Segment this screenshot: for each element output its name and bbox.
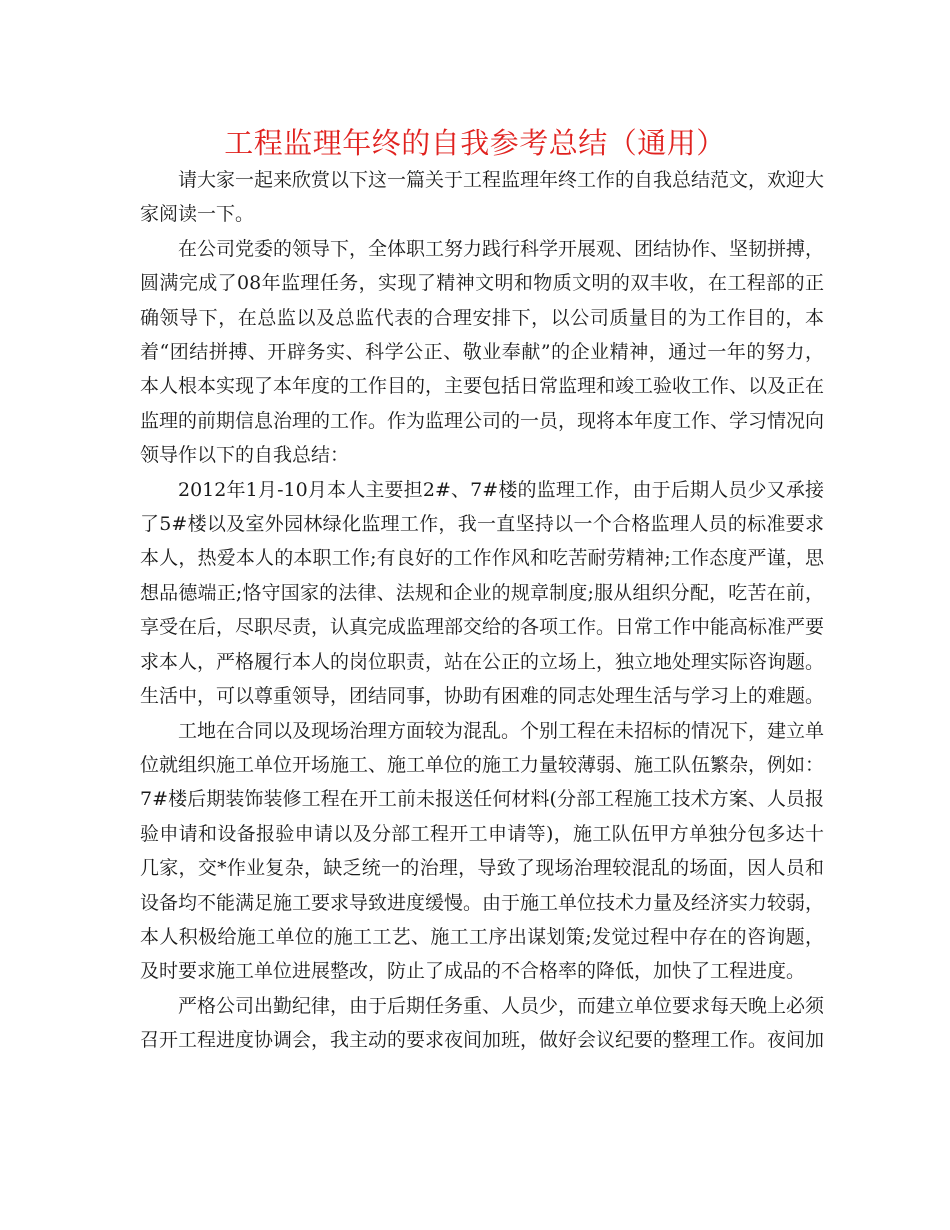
paragraph-intro: 请大家一起来欣赏以下这一篇关于工程监理年终工作的自我总结范文，欢迎大家阅读一下。 — [140, 169, 825, 226]
paragraph-overview: 在公司党委的领导下，全体职工努力践行科学开展观、团结协作、坚韧拼搏，圆满完成了08年监理任务，实现了精神文明和物质文明的双丰收，在工程部的正确领导下，在总监以及总监代表的合理安排下，以公司质量目的为工作目的，本着“团结拼搏、开辟务实、科学公正、敬业奉献”的企业精神，通过一年的努力，本人根本实现了本年度的工作目的，主要包括日常监理和竣工验收工作、以及正在监理的前期信息治理的工作。作为监理公司的一员，现将本年度工作、学习情况向领导作以下的自我总结： — [140, 237, 825, 467]
document-body — [140, 163, 824, 1058]
paragraph-attendance: 严格公司出勤纪律，由于后期任务重、人员少，而建立单位要求每天晚上必须召开工程进度协调会，我主动的要求夜间加班，做好会议纪要的整理工作。夜间加 — [140, 994, 825, 1052]
document-title: 工程监理年终的自我参考总结（通用） — [224, 126, 726, 160]
paragraph-site-management: 工地在合同以及现场治理方面较为混乱。个别工程在未招标的情况下，建立单位就组织施工单位开场施工、施工单位的施工力量较薄弱、施工队伍繁杂，例如：7#楼后期装饰装修工程在开工前未报送任何材料(分部工程施工技术方案、人员报验申请和设备报验申请以及分部工程开工申请等)，施工队伍甲方单独分包多达十几家，交*作业复杂，缺乏统一的治理，导致了现场治理较混乱的场面，因人员和设备均不能满足施工要求导致进度缓慢。由于施工单位技术力量及经济实力较弱，本人积极给施工单位的施工工艺、施工工序出谋划策;发觉过程中存在的咨询题，及时要求施工单位进展整改，防止了成品的不合格率的降低，加快了工程进度。 — [140, 719, 825, 983]
paragraph-work-2012: 2012年1月-10月本人主要担2#、7#楼的监理工作，由于后期人员少又承接了5#楼以及室外园林绿化监理工作，我一直坚持以一个合格监理人员的标准要求本人，热爱本人的本职工作;有良好的工作作风和吃苦耐劳精神;工作态度严谨，思想品德端正;恪守国家的法律、法规和企业的规章制度;服从组织分配，吃苦在前，享受在后，尽职尽责，认真完成监理部交给的各项工作。日常工作中能高标准严要求本人，严格履行本人的岗位职责，站在公正的立场上，独立地处理实际咨询题。生活中，可以尊重领导，团结同事，协助有困难的同志处理生活与学习上的难题。 — [140, 478, 825, 708]
